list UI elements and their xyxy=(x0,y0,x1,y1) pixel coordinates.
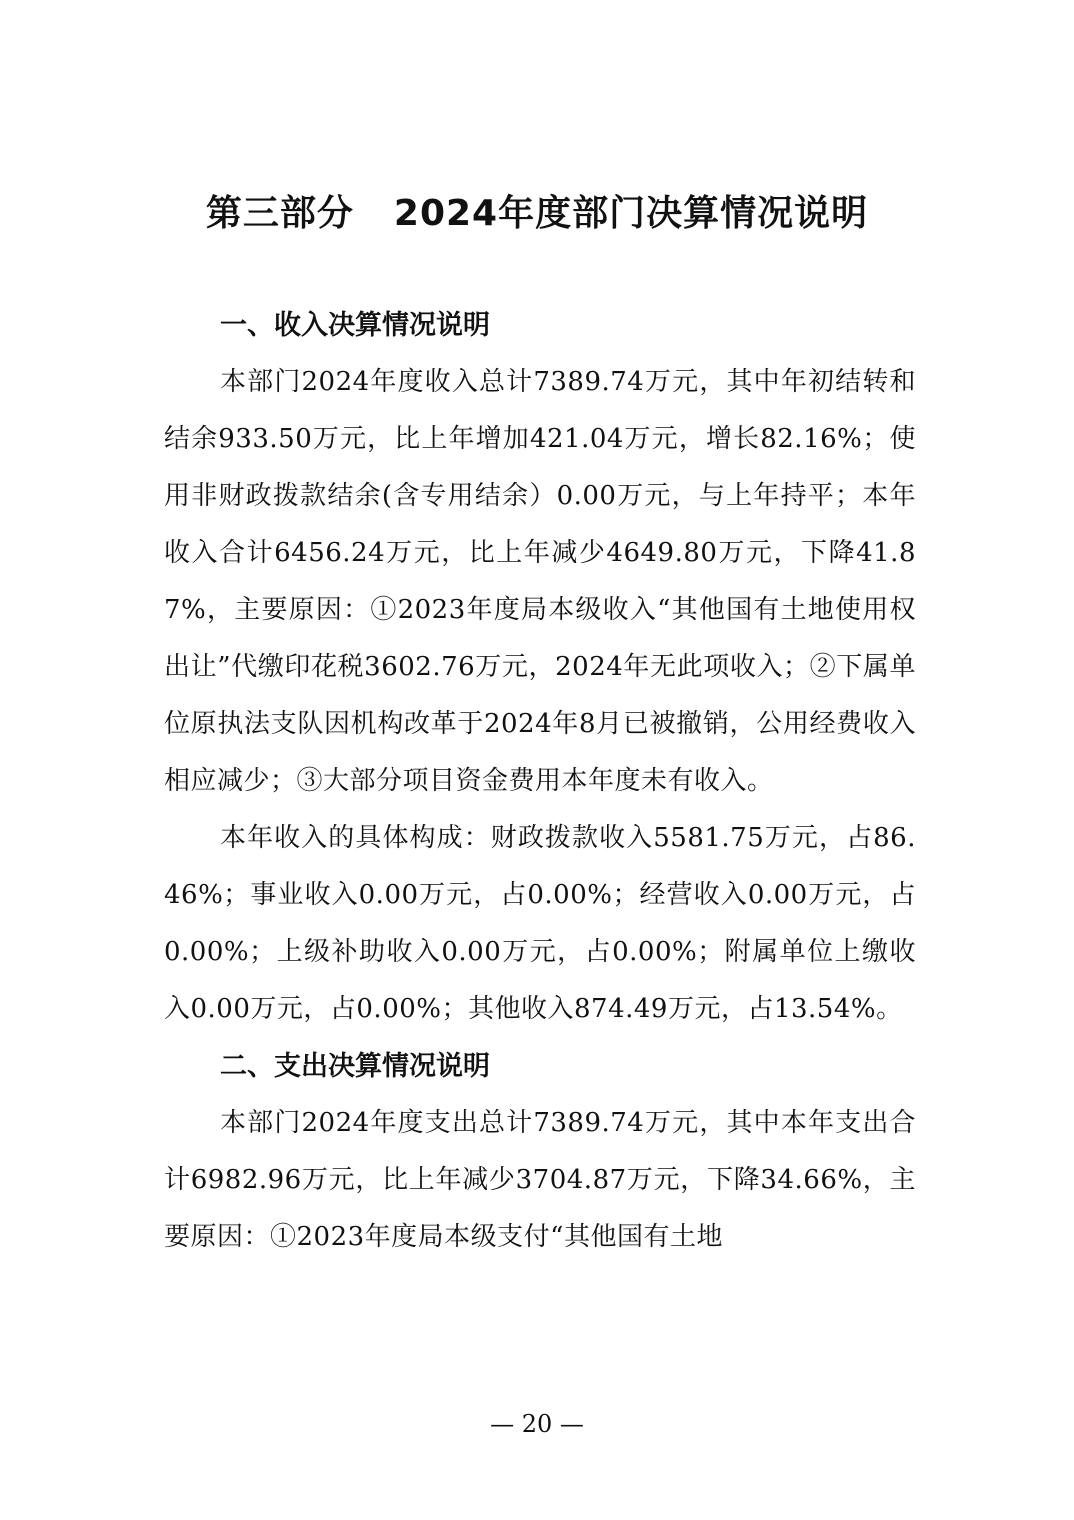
page-title xyxy=(0,188,1074,240)
paragraph-expenditure-summary: 本部门2024年度支出总计7389.74万元，其中本年支出合计6982.96万元，比上年减少3704.87万元，下降34.66%，主要原因：①2023年度局本级支付“其他国有土地 xyxy=(164,1108,916,1252)
title-part: 第三部分 xyxy=(205,193,354,234)
body-content xyxy=(164,297,916,1266)
paragraph-income-composition: 本年收入的具体构成：财政拨款收入5581.75万元，占86.46%；事业收入0.00万元，占0.00%；经营收入0.00万元，占0.00%；上级补助收入0.00万元，占0.00%；附属单位上缴收入0.00万元，占0.00%；其他收入874.49万元，占13.54%。 xyxy=(164,823,916,1024)
paragraph-income-summary: 本部门2024年度收入总计7389.74万元，其中年初结转和结余933.50万元，比上年增加421.04万元，增长82.16%；使用非财政拨款结余(含专用结余）0.00万元，与上年持平；本年收入合计6456.24万元，比上年减少4649.80万元，下降41.87%，主要原因：①2023年度局本级收入“其他国有土地使用权出让”代缴印花税3602.76万元，2024年无此项收入；②下属单位原执法支队因机构改革于2024年8月已被撤销，公用经费收入相应减少；③大部分项目资金费用本年度未有收入。 xyxy=(164,367,916,796)
section-heading-expenditure: 二、支出决算情况说明 xyxy=(220,1051,490,1082)
page-number: — 20 — xyxy=(490,1410,584,1438)
title-text: 2024年度部门决算情况说明 xyxy=(393,193,869,234)
section-heading-income: 一、收入决算情况说明 xyxy=(220,310,490,341)
